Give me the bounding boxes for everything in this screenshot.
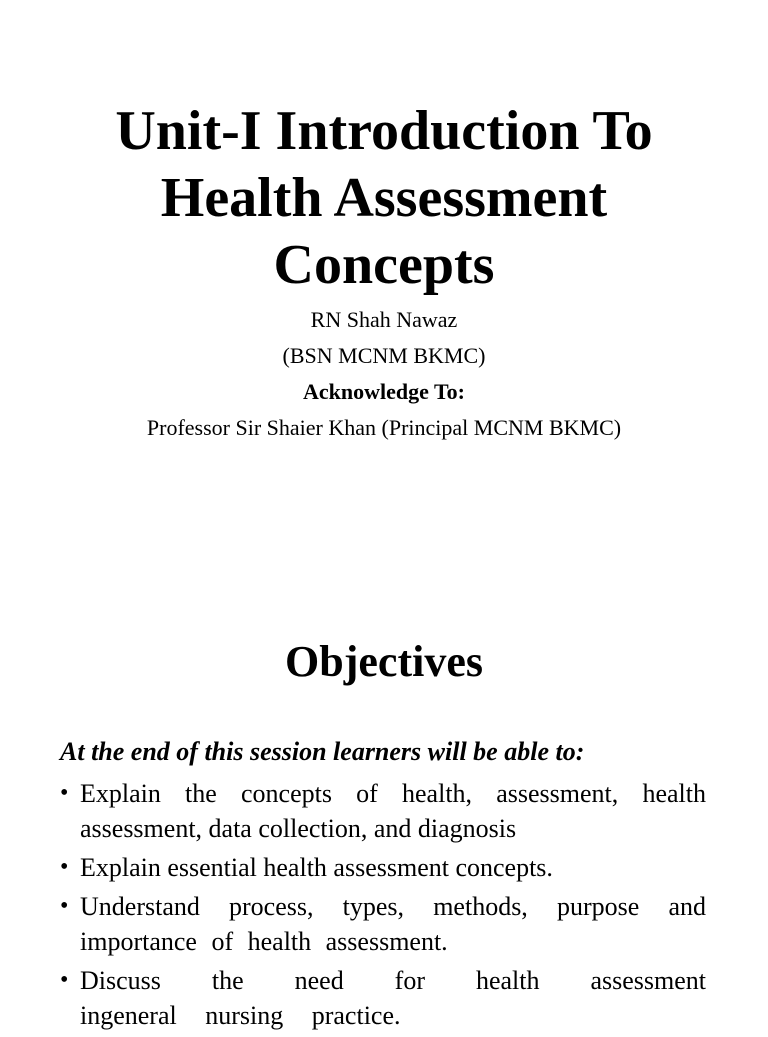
objectives-list <box>60 776 706 1037</box>
list-item <box>60 889 706 959</box>
objectives-title: Objectives <box>285 637 483 686</box>
title-line: Concepts <box>273 234 495 296</box>
bullet-icon: • <box>60 854 69 880</box>
list-item-text: Understand process, types, methods, purpose and importance of health assessment. <box>80 892 706 956</box>
bullet-icon: • <box>60 780 69 806</box>
author-credentials: (BSN MCNM BKMC) <box>282 343 486 368</box>
list-item <box>60 776 706 846</box>
objectives-intro: At the end of this session learners will be able to: <box>60 737 585 766</box>
bullet-icon: • <box>60 893 69 919</box>
list-item-text: Discuss the need for health assessment ingeneral nursing practice. <box>80 966 706 1030</box>
list-item-text: Explain essential health assessment concepts. <box>80 853 553 882</box>
list-item <box>60 963 706 1033</box>
acknowledge-name: Professor Sir Shaier Khan (Principal MCNM BKMC) <box>146 415 622 440</box>
list-item <box>60 850 706 885</box>
title-line: Health Assessment <box>160 167 608 229</box>
acknowledge-label: Acknowledge To: <box>303 379 465 404</box>
subtitle-block <box>0 302 768 446</box>
title-line: Unit-I Introduction To <box>115 100 653 162</box>
slide-title <box>0 98 768 299</box>
author-name: RN Shah Nawaz <box>310 307 458 332</box>
bullet-icon: • <box>60 967 69 993</box>
objectives-slide <box>0 580 768 1030</box>
list-item-text: Explain the concepts of health, assessment, health assessment, data collection, and diagnosis <box>80 779 706 843</box>
